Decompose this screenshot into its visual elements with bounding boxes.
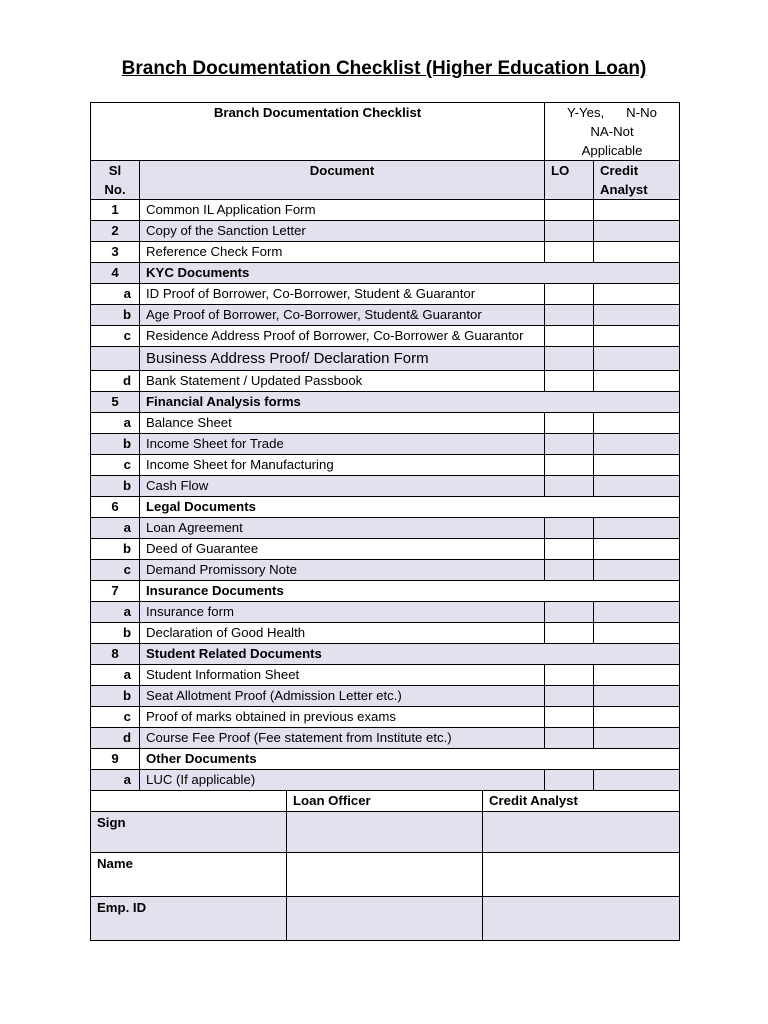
table-row xyxy=(91,371,680,392)
table-row xyxy=(91,242,680,263)
lo-check-cell[interactable] xyxy=(545,221,594,242)
credit-analyst-check-cell[interactable] xyxy=(594,602,680,623)
row-number: a xyxy=(91,665,140,686)
table-row xyxy=(91,347,680,371)
credit-analyst-check-cell[interactable] xyxy=(594,347,680,371)
document-name: LUC (If applicable) xyxy=(140,770,545,791)
credit-analyst-sign-cell[interactable] xyxy=(483,812,680,853)
col-header-loan-officer: Loan Officer xyxy=(287,791,483,812)
document-name: Copy of the Sanction Letter xyxy=(140,221,545,242)
lo-check-cell[interactable] xyxy=(545,539,594,560)
table-row xyxy=(91,200,680,221)
document-name: Common IL Application Form xyxy=(140,200,545,221)
lo-check-cell[interactable] xyxy=(545,413,594,434)
row-label-sign: Sign xyxy=(91,812,287,853)
table-row xyxy=(91,455,680,476)
legend-line: Applicable xyxy=(581,143,643,158)
section-row xyxy=(91,263,680,284)
document-name: Student Information Sheet xyxy=(140,665,545,686)
document-name: Cash Flow xyxy=(140,476,545,497)
section-row xyxy=(91,581,680,602)
document-name: Insurance form xyxy=(140,602,545,623)
document-name: Deed of Guarantee xyxy=(140,539,545,560)
section-title: Insurance Documents xyxy=(140,581,680,602)
row-label-name: Name xyxy=(91,853,287,897)
credit-analyst-check-cell[interactable] xyxy=(594,539,680,560)
row-number: 3 xyxy=(91,242,140,263)
section-row xyxy=(91,749,680,770)
lo-check-cell[interactable] xyxy=(545,707,594,728)
document-name: Income Sheet for Manufacturing xyxy=(140,455,545,476)
checklist-table xyxy=(90,102,680,941)
document-name: Loan Agreement xyxy=(140,518,545,539)
lo-check-cell[interactable] xyxy=(545,665,594,686)
credit-analyst-check-cell[interactable] xyxy=(594,455,680,476)
table-row xyxy=(91,221,680,242)
lo-check-cell[interactable] xyxy=(545,200,594,221)
credit-analyst-emp-id-cell[interactable] xyxy=(483,897,680,941)
document-name: Proof of marks obtained in previous exams xyxy=(140,707,545,728)
legend-line: Y-Yes, N-No xyxy=(567,105,657,120)
lo-check-cell[interactable] xyxy=(545,602,594,623)
lo-check-cell[interactable] xyxy=(545,242,594,263)
row-number xyxy=(91,347,140,371)
row-number: c xyxy=(91,326,140,347)
document-name: Declaration of Good Health xyxy=(140,623,545,644)
credit-analyst-check-cell[interactable] xyxy=(594,326,680,347)
row-number: c xyxy=(91,560,140,581)
row-number: a xyxy=(91,518,140,539)
table-row xyxy=(91,476,680,497)
row-number: 7 xyxy=(91,581,140,602)
lo-check-cell[interactable] xyxy=(545,518,594,539)
legend-cell xyxy=(545,103,680,161)
credit-analyst-check-cell[interactable] xyxy=(594,284,680,305)
credit-analyst-check-cell[interactable] xyxy=(594,305,680,326)
section-row xyxy=(91,392,680,413)
table-row xyxy=(91,623,680,644)
row-number: c xyxy=(91,455,140,476)
row-number: b xyxy=(91,623,140,644)
lo-check-cell[interactable] xyxy=(545,728,594,749)
section-title: KYC Documents xyxy=(140,263,680,284)
row-number: a xyxy=(91,602,140,623)
col-header-text: Sl xyxy=(108,163,122,178)
col-header-sl-no xyxy=(91,161,140,200)
signoff-blank xyxy=(91,791,287,812)
lo-check-cell[interactable] xyxy=(545,455,594,476)
signoff-row-sign xyxy=(91,812,680,853)
section-row xyxy=(91,497,680,518)
table-row xyxy=(91,770,680,791)
document-name: Seat Allotment Proof (Admission Letter etc.) xyxy=(140,686,545,707)
section-title: Student Related Documents xyxy=(140,644,680,665)
document-name: Course Fee Proof (Fee statement from Institute etc.) xyxy=(140,728,545,749)
row-number: 1 xyxy=(91,200,140,221)
row-number: 8 xyxy=(91,644,140,665)
header-main: Branch Documentation Checklist xyxy=(91,103,545,161)
row-number: 6 xyxy=(91,497,140,518)
row-number: b xyxy=(91,686,140,707)
document-name: Age Proof of Borrower, Co-Borrower, Student& Guarantor xyxy=(140,305,545,326)
section-title: Financial Analysis forms xyxy=(140,392,680,413)
row-number: d xyxy=(91,371,140,392)
lo-check-cell[interactable] xyxy=(545,560,594,581)
header-row-2 xyxy=(91,161,680,200)
credit-analyst-check-cell[interactable] xyxy=(594,434,680,455)
document-name: Income Sheet for Trade xyxy=(140,434,545,455)
table-row xyxy=(91,560,680,581)
lo-check-cell[interactable] xyxy=(545,476,594,497)
row-number: d xyxy=(91,728,140,749)
section-title: Legal Documents xyxy=(140,497,680,518)
credit-analyst-check-cell[interactable] xyxy=(594,686,680,707)
lo-check-cell[interactable] xyxy=(545,623,594,644)
credit-analyst-check-cell[interactable] xyxy=(594,221,680,242)
table-row xyxy=(91,539,680,560)
row-number: a xyxy=(91,413,140,434)
table-row xyxy=(91,305,680,326)
document-name: ID Proof of Borrower, Co-Borrower, Student & Guarantor xyxy=(140,284,545,305)
lo-check-cell[interactable] xyxy=(545,434,594,455)
row-number: 4 xyxy=(91,263,140,284)
row-number: b xyxy=(91,305,140,326)
document-name: Bank Statement / Updated Passbook xyxy=(140,371,545,392)
row-number: 9 xyxy=(91,749,140,770)
legend-line: NA-Not xyxy=(590,124,634,139)
lo-check-cell[interactable] xyxy=(545,284,594,305)
col-header-credit-analyst-sign: Credit Analyst xyxy=(483,791,680,812)
lo-check-cell[interactable] xyxy=(545,305,594,326)
table-row xyxy=(91,665,680,686)
lo-check-cell[interactable] xyxy=(545,326,594,347)
col-header-lo: LO xyxy=(545,161,594,200)
signoff-header-row xyxy=(91,791,680,812)
credit-analyst-check-cell[interactable] xyxy=(594,560,680,581)
document-name: Residence Address Proof of Borrower, Co-Borrower & Guarantor xyxy=(140,326,545,347)
table-row xyxy=(91,707,680,728)
col-header-text: Credit xyxy=(600,163,639,178)
row-number: a xyxy=(91,284,140,305)
lo-check-cell[interactable] xyxy=(545,770,594,791)
credit-analyst-check-cell[interactable] xyxy=(594,242,680,263)
signoff-row-emp-id xyxy=(91,897,680,941)
col-header-document: Document xyxy=(140,161,545,200)
credit-analyst-check-cell[interactable] xyxy=(594,665,680,686)
credit-analyst-check-cell[interactable] xyxy=(594,770,680,791)
lo-check-cell[interactable] xyxy=(545,371,594,392)
col-header-credit-analyst xyxy=(594,161,680,200)
col-header-text: No. xyxy=(104,182,126,197)
credit-analyst-check-cell[interactable] xyxy=(594,707,680,728)
col-header-text: Analyst xyxy=(600,182,648,197)
section-title: Other Documents xyxy=(140,749,680,770)
table-row xyxy=(91,518,680,539)
row-number: 5 xyxy=(91,392,140,413)
section-row xyxy=(91,644,680,665)
credit-analyst-check-cell[interactable] xyxy=(594,728,680,749)
row-label-emp-id: Emp. ID xyxy=(91,897,287,941)
row-number: 2 xyxy=(91,221,140,242)
credit-analyst-check-cell[interactable] xyxy=(594,518,680,539)
table-row xyxy=(91,326,680,347)
page-title: Branch Documentation Checklist (Higher Education Loan) xyxy=(121,58,647,79)
lo-check-cell[interactable] xyxy=(545,347,594,371)
signoff-row-name xyxy=(91,853,680,897)
credit-analyst-check-cell[interactable] xyxy=(594,371,680,392)
table-row xyxy=(91,434,680,455)
credit-analyst-check-cell[interactable] xyxy=(594,200,680,221)
row-number: c xyxy=(91,707,140,728)
credit-analyst-check-cell[interactable] xyxy=(594,476,680,497)
row-number: a xyxy=(91,770,140,791)
loan-officer-sign-cell[interactable] xyxy=(287,812,483,853)
row-number: b xyxy=(91,434,140,455)
credit-analyst-check-cell[interactable] xyxy=(594,623,680,644)
header-row-1 xyxy=(91,103,680,161)
document-name: Business Address Proof/ Declaration Form xyxy=(140,347,545,371)
row-number: b xyxy=(91,539,140,560)
row-number: b xyxy=(91,476,140,497)
document-name: Balance Sheet xyxy=(140,413,545,434)
table-row xyxy=(91,686,680,707)
table-row xyxy=(91,602,680,623)
table-row xyxy=(91,284,680,305)
credit-analyst-name-cell[interactable] xyxy=(483,853,680,897)
lo-check-cell[interactable] xyxy=(545,686,594,707)
document-name: Reference Check Form xyxy=(140,242,545,263)
table-row xyxy=(91,728,680,749)
document-name: Demand Promissory Note xyxy=(140,560,545,581)
credit-analyst-check-cell[interactable] xyxy=(594,413,680,434)
loan-officer-emp-id-cell[interactable] xyxy=(287,897,483,941)
loan-officer-name-cell[interactable] xyxy=(287,853,483,897)
table-row xyxy=(91,413,680,434)
